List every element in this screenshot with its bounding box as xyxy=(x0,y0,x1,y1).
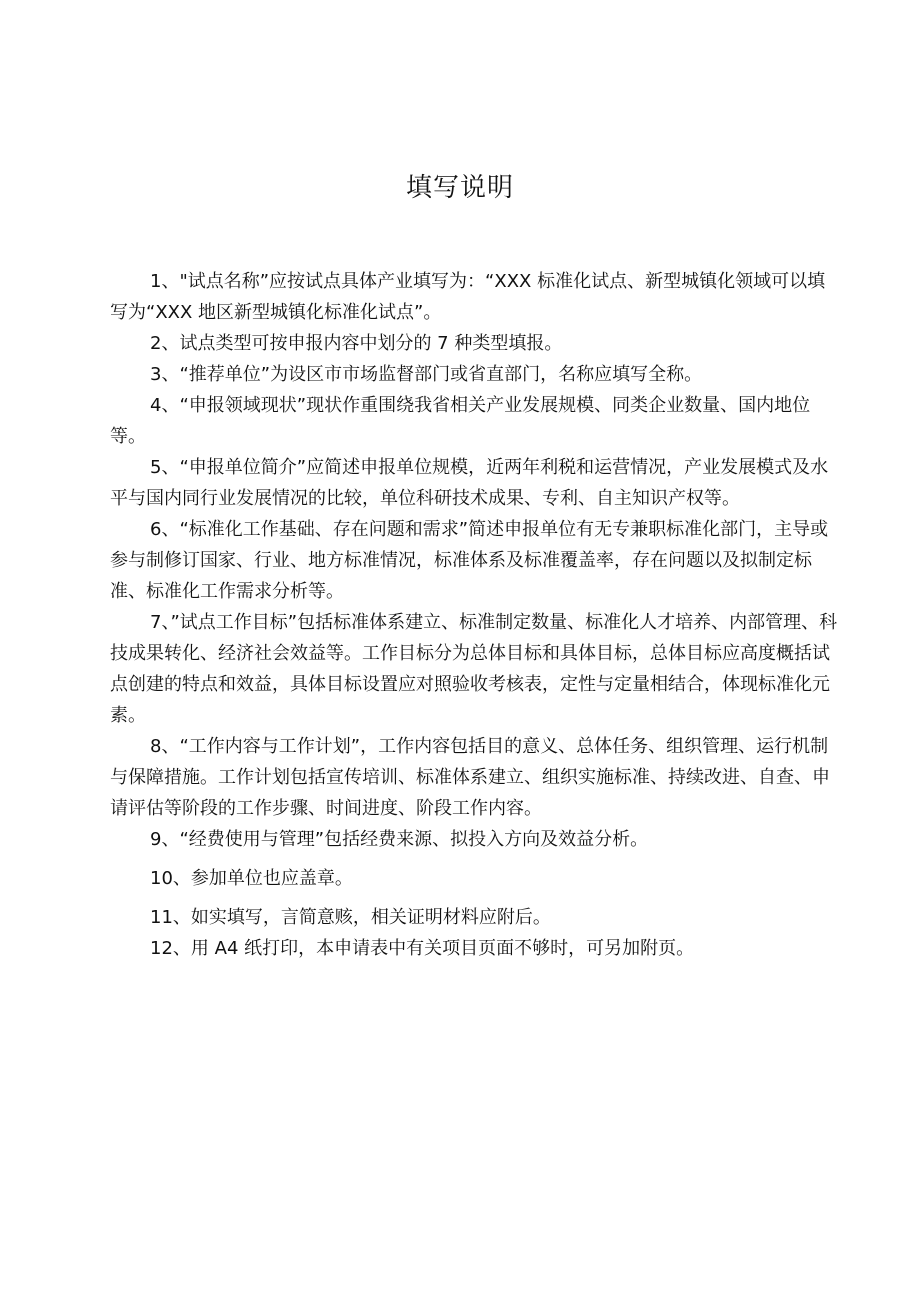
instruction-item-10: 10、参加单位也应盖章。 xyxy=(150,868,353,889)
instruction-item-11: 11、如实填写，言简意赅，相关证明材料应附后。 xyxy=(150,907,551,928)
instruction-item-2: 2、试点类型可按申报内容中划分的 7 种类型填报。 xyxy=(150,333,563,354)
page-title: 填写说明 xyxy=(405,173,514,203)
instruction-item-1: 1、"试点名称”应按试点具体产业填写为：“XXX 标准化试点、新型城镇化领域可以填写为“XXX 地区新型城镇化标准化试点”。 xyxy=(110,271,826,323)
instruction-item-5: 5、“申报单位简介”应简述申报单位规模，近两年利税和运营情况，产业发展模式及水平与国内同行业发展情况的比较，单位科研技术成果、专利、自主知识产权等。 xyxy=(110,457,829,509)
instruction-list xyxy=(110,266,840,964)
instruction-item-4: 4、“申报领域现状”现状作重围绕我省相关产业发展规模、同类企业数量、国内地位等。 xyxy=(110,395,811,447)
instruction-item-3: 3、“推荐单位”为设区市市场监督部门或省直部门，名称应填写全称。 xyxy=(150,364,703,385)
paragraph-gap xyxy=(110,894,840,902)
instruction-item-6: 6、“标准化工作基础、存在问题和需求”简述申报单位有无专兼职标准化部门，主导或参与制修订国家、行业、地方标准情况，标准体系及标准覆盖率，存在问题以及拟制定标准、标准化工作需求分析等。 xyxy=(110,519,829,602)
instruction-item-9: 9、“经费使用与管理”包括经费来源、拟投入方向及效益分析。 xyxy=(150,829,649,850)
instruction-item-8: 8、“工作内容与工作计划”，工作内容包括目的意义、总体任务、组织管理、运行机制与保障措施。工作计划包括宣传培训、标准体系建立、组织实施标准、持续改进、自查、申请评估等阶段的工作步骤、时间进度、阶段工作内容。 xyxy=(110,736,830,819)
instruction-item-12: 12、用 A4 纸打印，本申请表中有关项目页面不够时，可另加附页。 xyxy=(150,938,695,959)
paragraph-gap xyxy=(110,855,840,863)
instruction-item-7: 7、”试点工作目标”包括标准体系建立、标准制定数量、标准化人才培养、内部管理、科技成果转化、经济社会效益等。工作目标分为总体目标和具体目标，总体目标应高度概括试点创建的特点和效益，具体目标设置应对照验收考核表，定性与定量相结合，体现标准化元素。 xyxy=(110,612,838,726)
